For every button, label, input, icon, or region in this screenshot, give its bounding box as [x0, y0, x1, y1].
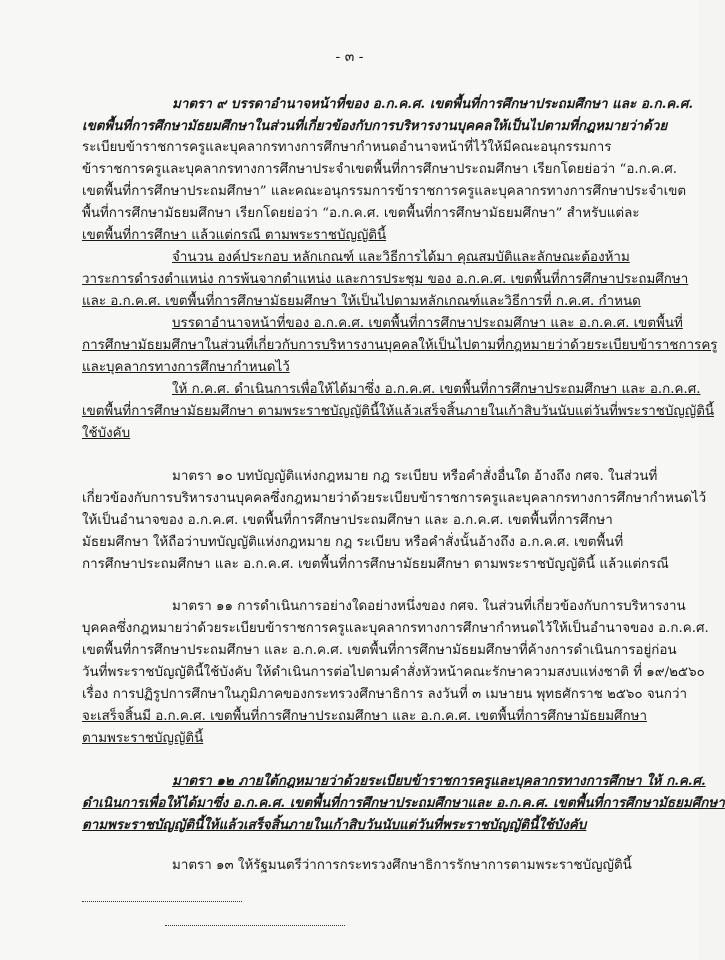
line-26: เรื่อง การปฏิรูปการศึกษาในภูมิภาคของกระทรวงศึกษาธิการ ลงวันที่ ๓ เมษายน พุทธศักราช ๒๕๖๐ จนกว่า — [82, 687, 687, 702]
dotted-line-2 — [165, 924, 345, 926]
line-21: การศึกษาประถมศึกษา และ อ.ก.ค.ศ. เขตพื้นที่การศึกษามัธยมศึกษา ตามพระราชบัญญัตินี้ แล้วแต่กรณี — [82, 557, 669, 572]
line-31: ตามพระราชบัญญัตินี้ให้แล้วเสร็จสิ้นภายในเก้าสิบวันนับแต่วันที่พระราชบัญญัตินี้ใช้บังคับ — [82, 817, 587, 833]
line-13: และบุคลากรทางการศึกษากำหนดไว้ — [82, 360, 290, 375]
line-4: ข้าราชการครูและบุคลากรทางการศึกษาประจำเขตพื้นที่การศึกษาประถมศึกษา เรียกโดยย่อว่า “อ.ก.ค.ศ. — [82, 162, 678, 177]
line-17: มาตรา ๑๐ บทบัญญัติแห่งกฎหมาย กฎ ระเบียบ หรือคำสั่งอื่นใด อ้างถึง กศจ. ในส่วนที่ — [172, 469, 658, 484]
line-19: ให้เป็นอำนาจของ อ.ก.ค.ศ. เขตพื้นที่การศึกษาประถมศึกษา และ อ.ก.ค.ศ. เขตพื้นที่การศึกษา — [82, 513, 613, 528]
line-24: เขตพื้นที่การศึกษาประถมศึกษา และ อ.ก.ค.ศ. เขตพื้นที่การศึกษามัธยมศึกษาที่ค้างการดำเนินการอยู่ก่อน — [82, 643, 677, 658]
line-28: ตามพระราชบัญญัตินี้ — [82, 731, 204, 746]
line-27: จะเสร็จสิ้นมี อ.ก.ค.ศ. เขตพื้นที่การศึกษาประถมศึกษา และ อ.ก.ค.ศ. เขตพื้นที่การศึกษามัธยมศึกษา — [82, 709, 647, 724]
line-10: และ อ.ก.ค.ศ. เขตพื้นที่การศึกษามัธยมศึกษา ให้เป็นไปตามหลักเกณฑ์และวิธีการที่ ก.ค.ศ. กำหนด — [82, 294, 641, 309]
line-7: เขตพื้นที่การศึกษา แล้วแต่กรณี ตามพระราชบัญญัตินี้ — [82, 228, 387, 243]
line-11: บรรดาอำนาจหน้าที่ของ อ.ก.ค.ศ. เขตพื้นที่การศึกษาประถมศึกษา และ อ.ก.ค.ศ. เขตพื้นที่ — [172, 316, 683, 331]
page-number: - ๓ - — [335, 49, 364, 65]
line-23: บุคคลซึ่งกฎหมายว่าด้วยระเบียบข้าราชการครูและบุคลากรทางการศึกษากำหนดไว้ให้เป็นอำนาจของ อ.ก.ค.ศ. — [82, 621, 709, 636]
line-1: มาตรา ๙ บรรดาอำนาจหน้าที่ของ อ.ก.ค.ศ. เขตพื้นที่การศึกษาประถมศึกษา และ อ.ก.ค.ศ. — [172, 96, 694, 112]
line-25: วันที่พระราชบัญญัตินี้ใช้บังคับ ให้ดำเนินการต่อไปตามคำสั่งหัวหน้าคณะรักษาความสงบแห่งชาติ ที่ ๑๙/๒๕๖๐ — [82, 665, 705, 680]
line-9: วาระการดำรงตำแหน่ง การพ้นจากตำแหน่ง และการประชุม ของ อ.ก.ค.ศ. เขตพื้นที่การศึกษาประถมศึกษา — [82, 272, 689, 287]
line-29: มาตรา ๑๒ ภายใต้กฎหมายว่าด้วยระเบียบข้าราชการครูและบุคลากรทางการศึกษา ให้ ก.ค.ศ. — [172, 773, 706, 789]
dotted-line-1 — [82, 900, 242, 902]
line-8: จำนวน องค์ประกอบ หลักเกณฑ์ และวิธีการได้มา คุณสมบัติและลักษณะต้องห้าม — [172, 250, 630, 265]
line-16: ใช้บังคับ — [82, 426, 131, 441]
line-15: เขตพื้นที่การศึกษามัธยมศึกษา ตามพระราชบัญญัตินี้ให้แล้วเสร็จสิ้นภายในเก้าสิบวันนับแต่วันที่พระราชบัญญัตินี้ — [82, 404, 715, 419]
line-2: เขตพื้นที่การศึกษามัธยมศึกษาในส่วนที่เกี่ยวข้องกับการบริหารงานบุคคลให้เป็นไปตามที่กฎหมายว่าด้วย — [82, 118, 668, 134]
line-32: มาตรา ๑๓ ให้รัฐมนตรีว่าการกระทรวงศึกษาธิการรักษาการตามพระราชบัญญัตินี้ — [172, 858, 632, 873]
line-14: ให้ ก.ค.ศ. ดำเนินการเพื่อให้ได้มาซึ่ง อ.ก.ค.ศ. เขตพื้นที่การศึกษาประถมศึกษา และ อ.ก.ค.ศ. — [172, 382, 701, 397]
line-5: เขตพื้นที่การศึกษาประถมศึกษา” และคณะอนุกรรมการข้าราชการครูและบุคลากรทางการศึกษาประจำเขต — [82, 184, 687, 199]
line-12: การศึกษามัธยมศึกษาในส่วนที่เกี่ยวกับการบริหารงานบุคคลให้เป็นไปตามที่กฎหมายว่าด้วยระเบียบข้าราชการครู — [82, 338, 718, 353]
line-3: ระเบียบข้าราชการครูและบุคลากรทางการศึกษากำหนดอำนาจหน้าที่ไว้ให้มีคณะอนุกรรมการ — [82, 140, 612, 155]
line-30: ดำเนินการเพื่อให้ได้มาซึ่ง อ.ก.ค.ศ. เขตพื้นที่การศึกษาประถมศึกษาและ อ.ก.ค.ศ. เขตพื้นที่การศึกษามัธยมศึกษา — [82, 795, 725, 811]
line-22: มาตรา ๑๑ การดำเนินการอย่างใดอย่างหนึ่งของ กศจ. ในส่วนที่เกี่ยวข้องกับการบริหารงาน — [172, 599, 686, 614]
line-6: พื้นที่การศึกษามัธยมศึกษา เรียกโดยย่อว่า “อ.ก.ค.ศ. เขตพื้นที่การศึกษามัธยมศึกษา” สำหรับแต่ละ — [82, 206, 640, 221]
line-18: เกี่ยวข้องกับการบริหารงานบุคคลซึ่งกฎหมายว่าด้วยระเบียบข้าราชการครูและบุคลากรทางการศึกษากำหนดไว้ — [82, 491, 707, 506]
line-20: มัธยมศึกษา ให้ถือว่าบทบัญญัติแห่งกฎหมาย กฎ ระเบียบ หรือคำสั่งนั้นอ้างถึง อ.ก.ค.ศ. เขตพื้นที่ — [82, 535, 624, 550]
